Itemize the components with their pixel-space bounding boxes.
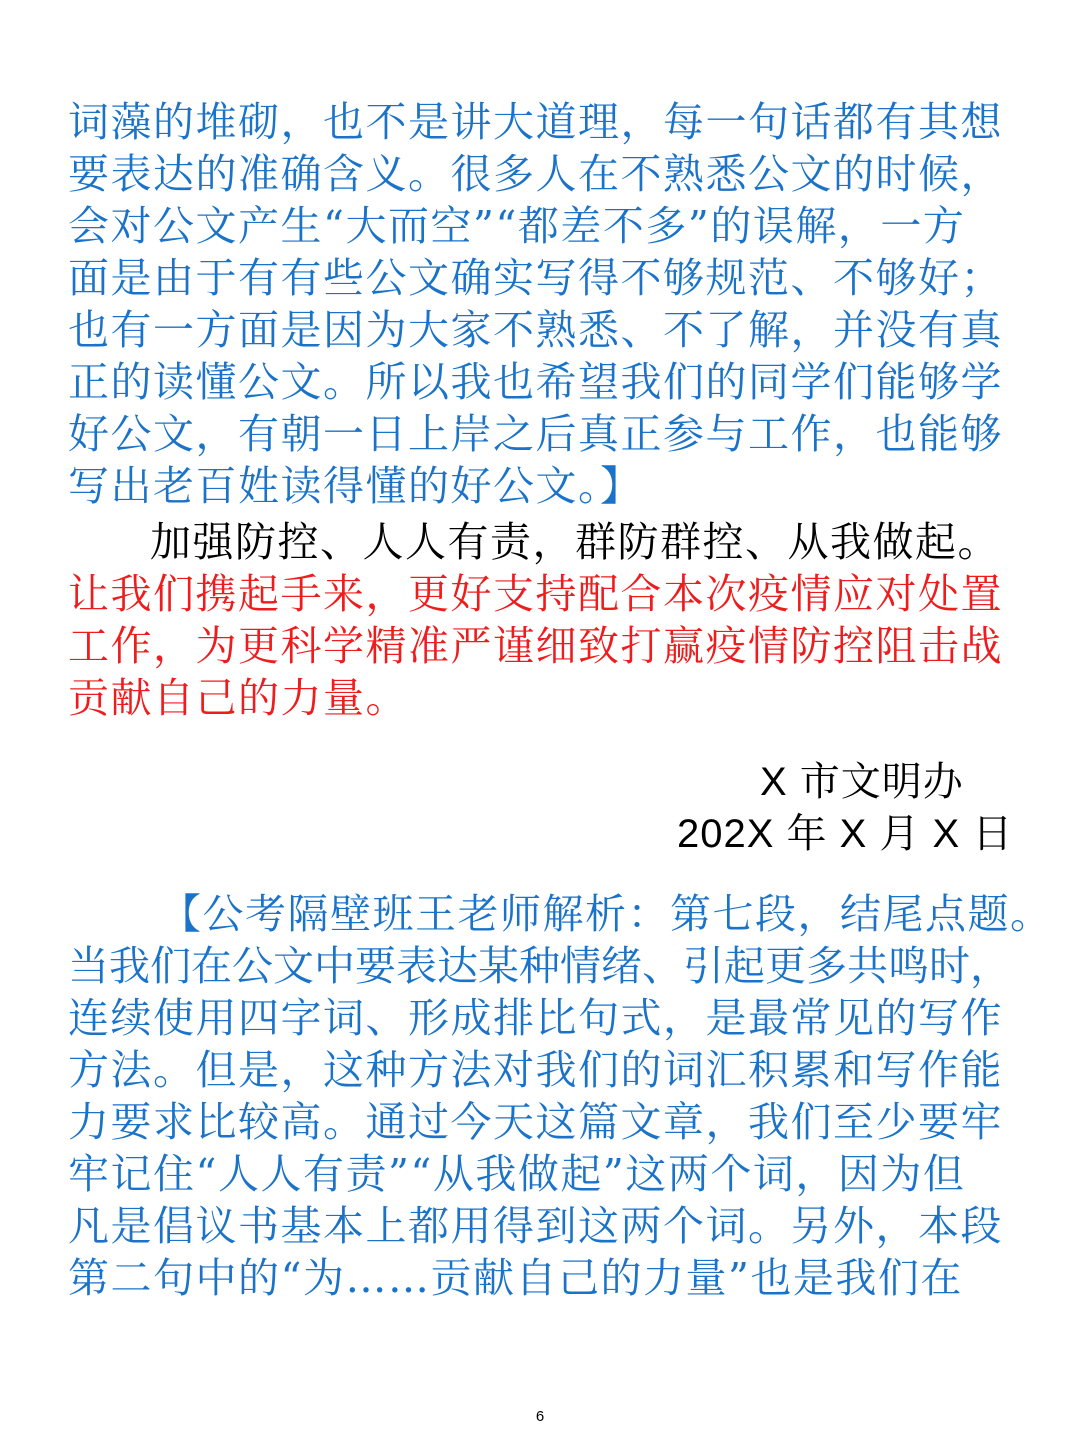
annotation-line: 凡是倡议书基本上都用得到这两个词。另外，本段 xyxy=(68,1202,1003,1250)
closing-call-line: 贡献自己的力量。 xyxy=(68,674,408,722)
annotation-line: 好公文，有朝一日上岸之后真正参与工作，也能够 xyxy=(68,410,1003,458)
annotation-line: 正的读懂公文。所以我也希望我们的同学们能够学 xyxy=(68,358,1003,406)
annotation-line: 词藻的堆砌，也不是讲大道理，每一句话都有其想 xyxy=(68,98,1003,146)
annotation-line: 当我们在公文中要表达某种情绪、引起更多共鸣时， xyxy=(68,942,1011,990)
annotation-line: 牢记住“人人有责”“从我做起”这两个词，因为但 xyxy=(68,1150,966,1198)
annotation-line: 方法。但是，这种方法对我们的词汇积累和写作能 xyxy=(68,1046,1003,1094)
annotation-line: 第二句中的“为……贡献自己的力量”也是我们在 xyxy=(68,1254,963,1302)
annotation-line: 要表达的准确含义。很多人在不熟悉公文的时候， xyxy=(68,150,1003,198)
page-number: 6 xyxy=(535,1408,545,1425)
closing-call-line: 工作，为更科学精准严谨细致打赢疫情防控阻击战 xyxy=(68,622,1003,670)
closing-call-line: 让我们携起手来，更好支持配合本次疫情应对处置 xyxy=(68,570,1003,618)
annotation-line: 力要求比较高。通过今天这篇文章，我们至少要牢 xyxy=(68,1098,1003,1146)
annotation-line: 也有一方面是因为大家不熟悉、不了解，并没有真 xyxy=(68,306,1003,354)
annotation-line: 写出老百姓读得懂的好公文。】 xyxy=(68,462,643,510)
annotation-line: 【公考隔壁班王老师解析：第七段，结尾点题。 xyxy=(160,890,1053,938)
signature-date: 202X 年 X 月 X 日 xyxy=(677,812,1014,856)
signature-organization: X 市文明办 xyxy=(760,760,964,804)
annotation-line: 会对公文产生“大而空”“都差不多”的误解，一方 xyxy=(68,202,966,250)
annotation-line: 面是由于有有些公文确实写得不够规范、不够好； xyxy=(68,254,1003,302)
annotation-line: 连续使用四字词、形成排比句式，是最常见的写作 xyxy=(68,994,1003,1042)
closing-slogan: 加强防控、人人有责，群防群控、从我做起。 xyxy=(150,518,1000,566)
